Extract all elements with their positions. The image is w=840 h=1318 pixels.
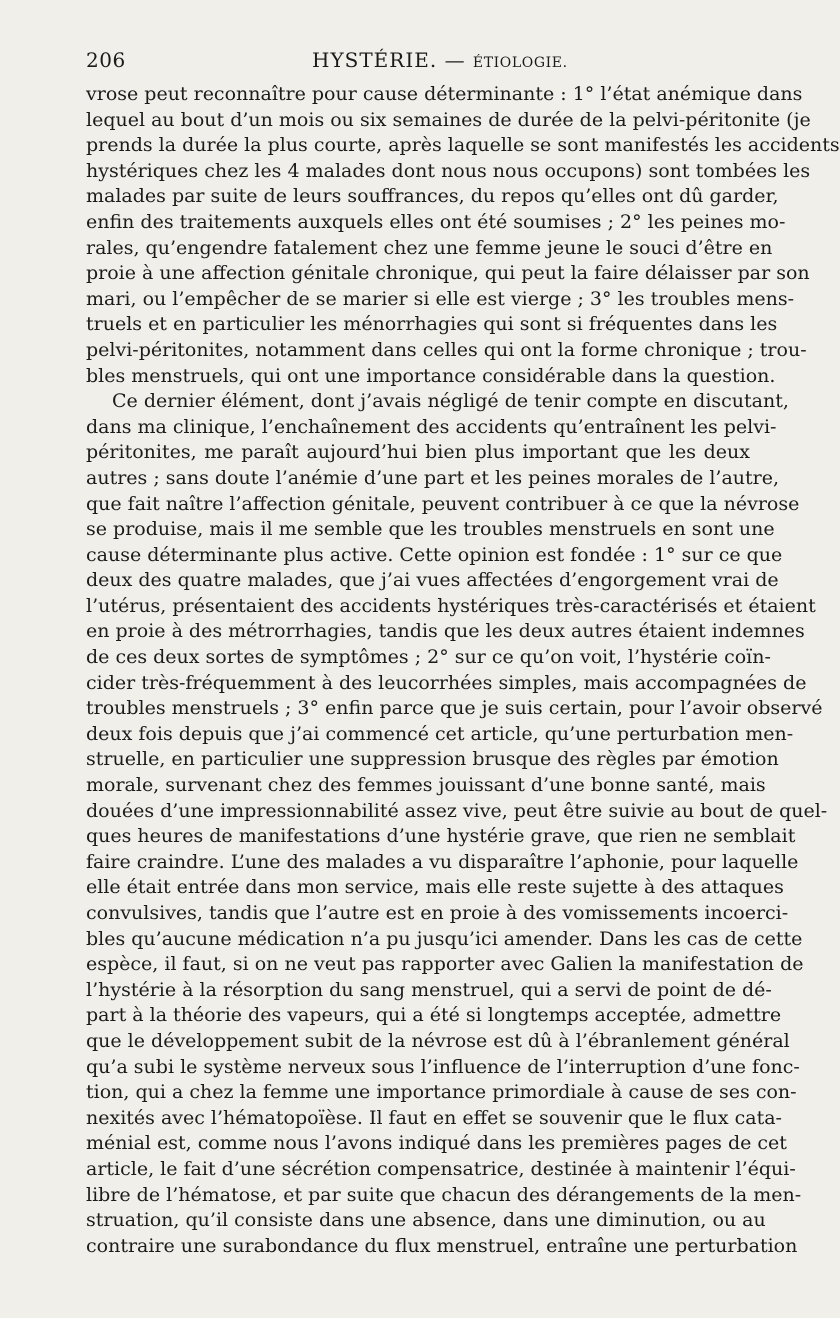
text-line: cause déterminante plus active. Cette opinion est fondée : 1° sur ce que xyxy=(86,543,783,566)
text-line: struation, qu’il consiste dans une absence, dans une diminution, ou au xyxy=(86,1209,766,1232)
text-line: deux fois depuis que j’ai commencé cet article, qu’une perturbation men- xyxy=(86,722,794,745)
text-line: cider très-fréquemment à des leucorrhées simples, mais accompagnées de xyxy=(86,671,807,694)
text-line: prends la durée la plus courte, après laquelle se sont manifestés les accidents xyxy=(86,134,840,157)
running-head xyxy=(312,48,568,72)
text-line: convulsives, tandis que l’autre est en proie à des vomissements incoerci- xyxy=(86,902,789,924)
text-line: bles menstruels, qui ont une importance considérable dans la question. xyxy=(86,364,776,387)
text-line: hystériques chez les 4 malades dont nous nous occupons) sont tombées les xyxy=(86,159,811,182)
text-line: que fait naître l’affection génitale, peuvent contribuer à ce que la névrose xyxy=(86,492,800,515)
text-line: rales, qu’engendre fatalement chez une femme jeune le souci d’être en xyxy=(86,236,773,259)
text-line: que le développement subit de la névrose est dû à l’ébranlement général xyxy=(86,1029,790,1052)
text-line: article, le fait d’une sécrétion compensatrice, destinée à maintenir l’équi- xyxy=(86,1157,796,1180)
text-line: elle était entrée dans mon service, mais elle reste sujette à des attaques xyxy=(86,876,784,899)
text-line: proie à une affection génitale chronique, qui peut la faire délaisser par son xyxy=(86,262,810,285)
running-head-separator: — xyxy=(444,48,466,72)
text-line: troubles menstruels ; 3° enfin parce que je suis certain, pour l’avoir observé xyxy=(86,697,823,720)
running-head-section: ÉTIOLOGIE. xyxy=(472,55,568,71)
text-line: nexités avec l’hématopoïèse. Il faut en effet se souvenir que le flux cata- xyxy=(86,1106,782,1129)
text-line: Ce dernier élément, dont j’avais négligé de tenir compte en discutant, xyxy=(112,390,789,413)
text-line: l’hystérie à la résorption du sang menstruel, qui a servi de point de dé- xyxy=(86,978,772,1001)
text-line: part à la théorie des vapeurs, qui a été si longtemps acceptée, admettre xyxy=(86,1004,782,1027)
text-line: faire craindre. L’une des malades a vu disparaître l’aphonie, pour laquelle xyxy=(86,850,799,873)
text-line: dans ma clinique, l’enchaînement des accidents qu’entraînent les pelvi- xyxy=(86,415,777,438)
text-line: contraire une surabondance du flux menstruel, entraîne une perturbation xyxy=(86,1234,798,1257)
text-line: tion, qui a chez la femme une importance primordiale à cause de ses con- xyxy=(86,1081,797,1104)
text-line: lequel au bout d’un mois ou six semaines de durée de la pelvi-péritonite (je xyxy=(86,108,811,131)
text-line: autres ; sans doute l’anémie d’une part et les peines morales de l’autre, xyxy=(86,466,780,489)
text-line: struelle, en particulier une suppression brusque des règles par émotion xyxy=(86,748,779,771)
paragraph xyxy=(86,82,840,389)
text-line: enfin des traitements auxquels elles ont été soumises ; 2° les peines mo- xyxy=(86,210,786,233)
text-line: espèce, il faut, si on ne veut pas rapporter avec Galien la manifestation de xyxy=(86,953,804,976)
running-head-title: HYSTÉRIE. xyxy=(312,48,438,72)
text-line: l’utérus, présentaient des accidents hystériques très-caractérisés et étaient xyxy=(86,594,816,617)
paragraph xyxy=(86,389,828,1259)
text-line: libre de l’hématose, et par suite que chacun des dérangements de la men- xyxy=(86,1183,802,1206)
body-text xyxy=(86,82,840,1259)
text-line: morale, survenant chez des femmes jouissant d’une bonne santé, mais xyxy=(86,774,766,797)
text-line: malades par suite de leurs souffrances, du repos qu’elles ont dû garder, xyxy=(86,185,779,208)
text-line: qu’a subi le système nerveux sous l’influence de l’interruption d’une fonc- xyxy=(86,1055,800,1078)
text-line: se produise, mais il me semble que les troubles menstruels en sont une xyxy=(86,518,775,541)
text-line: vrose peut reconnaître pour cause déterminante : 1° l’état anémique dans xyxy=(86,83,803,105)
text-line: de ces deux sortes de symptômes ; 2° sur ce qu’on voit, l’hystérie coïn- xyxy=(86,646,771,669)
text-line: bles qu’aucune médication n’a pu jusqu’ici amender. Dans les cas de cette xyxy=(86,927,803,950)
text-line: pelvi-péritonites, notamment dans celles qui ont la forme chronique ; trou- xyxy=(86,338,807,361)
text-line: douées d’une impressionnabilité assez vive, peut être suivie au bout de quel- xyxy=(86,799,828,822)
text-line: ménial est, comme nous l’avons indiqué dans les premières pages de cet xyxy=(86,1132,787,1155)
text-line: en proie à des métrorrhagies, tandis que les deux autres étaient indemnes xyxy=(86,620,805,643)
text-line: deux des quatre malades, que j’ai vues affectées d’engorgement vrai de xyxy=(86,569,779,592)
page-header xyxy=(86,48,746,78)
text-line: péritonites, me paraît aujourd’hui bien plus important que les deux xyxy=(86,441,750,464)
text-line: ques heures de manifestations d’une hystérie grave, que rien ne semblait xyxy=(86,825,796,848)
text-line: mari, ou l’empêcher de se marier si elle est vierge ; 3° les troubles mens- xyxy=(86,287,794,310)
text-line: truels et en particulier les ménorrhagies qui sont si fréquentes dans les xyxy=(86,313,778,336)
page-number: 206 xyxy=(86,48,126,72)
